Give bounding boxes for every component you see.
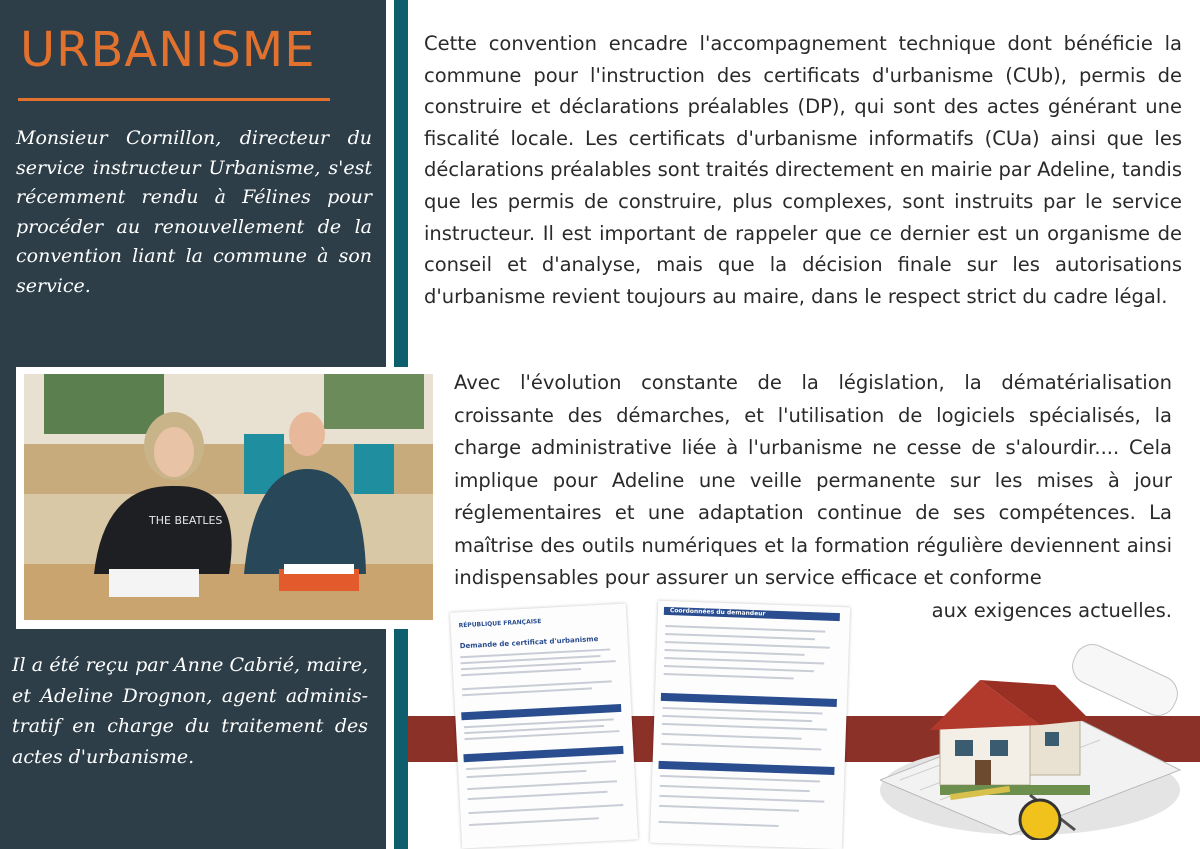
form-title: Demande de certificat d'urbanisme [459, 635, 599, 651]
shirt-text: THE BEATLES [149, 514, 223, 527]
paragraph-evolution [454, 367, 1172, 630]
house-icon [880, 640, 1190, 840]
urbanism-form-page-2 [650, 601, 850, 849]
paragraph-convention: Cette convention encadre l'accompagnement technique dont bénéficie la commune pour l'instruction des certificats d'urbanisme (CUb), permis de construire et déclarations préalables (DP), qui sont des actes générant une fiscalité locale. Les certificats d'urbanisme informatifs (CUa) ainsi que les déclarations préalables sont traités directement en mairie par Adeline, tandis que les permis de construire, plus complexes, sont instruits par le service instructeur. Il est important de rappeler que ce dernier est un organisme de conseil et d'analyse, mais que la décision finale sur les autorisations d'urbanisme revient toujours au maire, dans le respect strict du cadre légal. [424, 32, 1182, 308]
house-blueprint-illustration [880, 640, 1190, 840]
page-title: URBANISME [20, 22, 316, 78]
title-underline [18, 98, 330, 101]
intro-text: Monsieur Cornillon, directeur du service instructeur Urbanisme, s'est récemment rendu à Félines pour procéder au renouvellement de la convention liant la commune à son service. [16, 127, 372, 297]
form-section-title: Coordonnées du demandeur [669, 607, 766, 618]
paragraph-evolution-body: Avec l'évolution constante de la législation, la dématérialisation croissante des démarches, et l'utilisation de logiciels spécialisés, la charge administrative liée à l'urbanisme ne cesse de s'alourdir.... Cela implique pour Adeline une veille permanente sur les mises à jour réglementaires et une adaptation continue de ses compétences. La maîtrise des outils numériques et la formation régulière deviennent ainsi indispensables pour assurer un service efficace et conforme [454, 371, 1172, 589]
paragraph-evolution-end: aux exigences actuelles. [931, 598, 1172, 622]
outro-text: Il a été reçu par Anne Cabrié, maire, et Adeline Drognon, agent adminis-tratif en charge du traitement des actes d'urbanisme. [12, 654, 368, 768]
meeting-photo-illustration [24, 374, 433, 620]
meeting-photo [24, 374, 433, 620]
form-logo: RÉPUBLIQUE FRANÇAISE [458, 617, 542, 630]
urbanism-form-page-1 [450, 604, 638, 849]
